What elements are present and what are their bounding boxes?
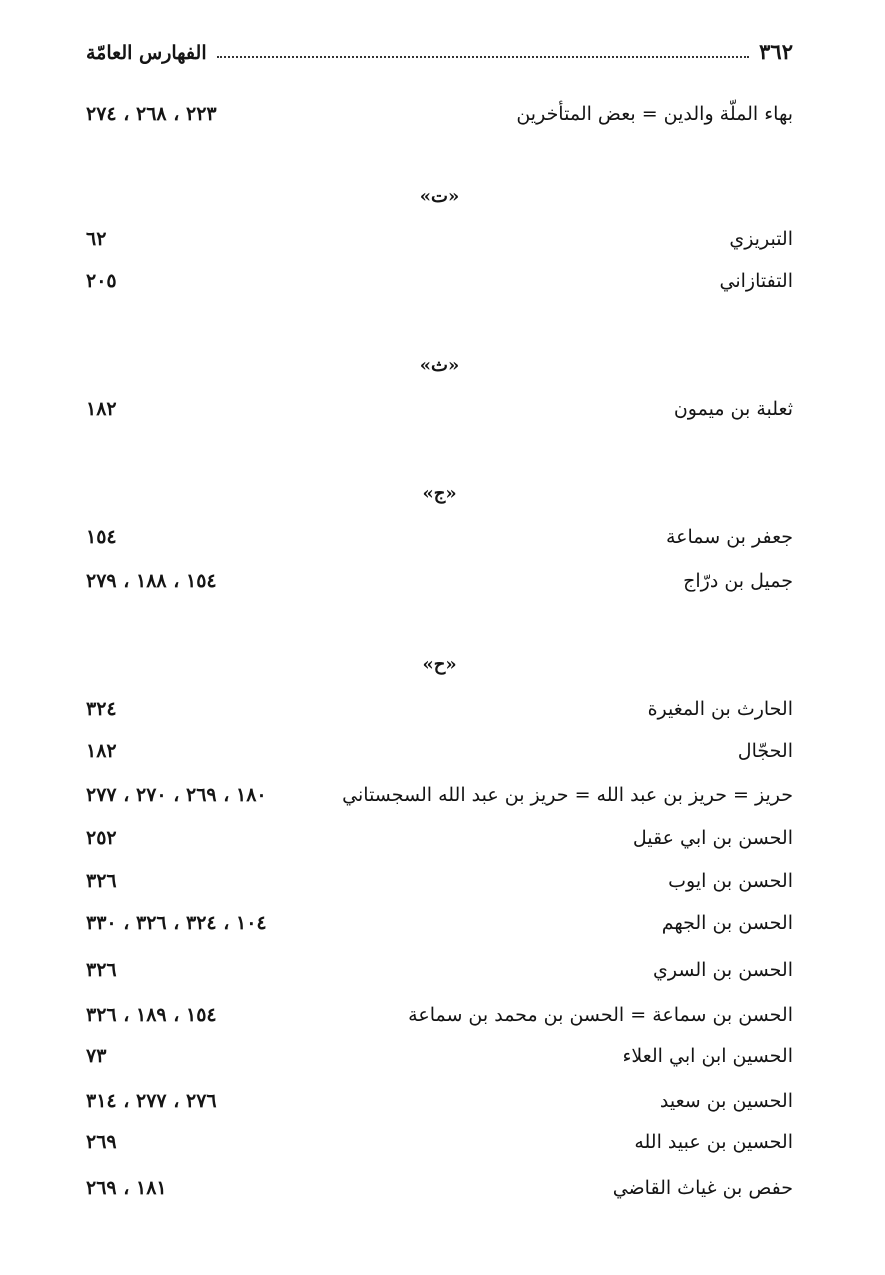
entry-pages: ٢٠٥ [86,270,117,292]
index-entry [86,1084,793,1118]
index-entry [86,564,793,598]
entry-name: بهاء الملّة والدين = بعض المتأخرين [516,103,793,125]
entry-pages: ٢٧٦ ، ٢٧٧ ، ٣١٤ [86,1090,217,1112]
section-letter-tha: «ث» [419,355,460,376]
index-entry [86,906,793,940]
entry-name: الحسن بن ايوب [668,870,793,892]
entry-pages: ١٠٤ ، ٣٢٤ ، ٣٢٦ ، ٣٣٠ [86,912,267,934]
entry-name: الحسين ابن ابي العلاء [622,1045,793,1067]
entry-pages: ٣٢٦ [86,959,117,981]
entry-pages: ٧٣ [86,1045,107,1067]
index-entry [86,692,793,726]
section-letter-ha: «ح» [422,654,457,675]
index-entry [86,734,793,768]
section-letter-jim: «ج» [422,483,457,504]
index-entry [86,1171,793,1205]
entry-pages: ١٨٠ ، ٢٦٩ ، ٢٧٠ ، ٢٧٧ [86,784,267,806]
entry-pages: ٢٦٩ [86,1131,117,1153]
index-entry [86,821,793,855]
entry-pages: ٢٥٢ [86,827,117,849]
entry-pages: ١٥٤ ، ١٨٨ ، ٢٧٩ [86,570,217,592]
entry-name: الحسن بن السري [653,959,793,981]
index-entry [86,864,793,898]
entry-pages: ١٥٤ [86,526,117,548]
index-entry [86,1039,793,1073]
index-entry [86,998,793,1032]
entry-pages: ٦٢ [86,228,107,250]
index-entry [86,520,793,554]
entry-name: الحجّال [737,740,793,762]
entry-name: الحسن بن سماعة = الحسن بن محمد بن سماعة [408,1004,793,1026]
entry-pages: ١٥٤ ، ١٨٩ ، ٣٢٦ [86,1004,217,1026]
index-entry [86,222,793,256]
entry-name: الحارث بن المغيرة [647,698,793,720]
entry-pages: ١٨٢ [86,740,117,762]
running-title: الفهارس العامّة [86,42,207,64]
entry-name: جعفر بن سماعة [665,526,793,548]
entry-name: الحسين بن سعيد [659,1090,793,1112]
index-entry [86,953,793,987]
entry-name: حريز = حريز بن عبد الله = حريز بن عبد الله السجستاني [342,784,793,806]
index-entry [86,97,793,131]
index-entry [86,392,793,426]
entry-name: الحسين بن عبيد الله [634,1131,793,1153]
page-number: ٣٦٢ [759,39,793,64]
index-entry [86,778,793,812]
entry-pages: ١٨١ ، ٢٦٩ [86,1177,167,1199]
entry-name: جميل بن درّاج [683,570,793,592]
section-letter-ta: «ت» [419,186,460,207]
index-body [86,0,793,1275]
entry-name: الحسن بن الجهم [661,912,793,934]
entry-name: التفتازاني [719,270,793,292]
entry-name: الحسن بن ابي عقيل [632,827,793,849]
entry-pages: ٣٢٦ [86,870,117,892]
entry-name: التبريزي [729,228,793,250]
entry-pages: ١٨٢ [86,398,117,420]
entry-pages: ٣٢٤ [86,698,117,720]
index-entry [86,1125,793,1159]
entry-name: ثعلبة بن ميمون [673,398,793,420]
index-entry [86,264,793,298]
entry-pages: ٢٢٣ ، ٢٦٨ ، ٢٧٤ [86,103,217,125]
entry-name: حفص بن غياث القاضي [612,1177,793,1199]
